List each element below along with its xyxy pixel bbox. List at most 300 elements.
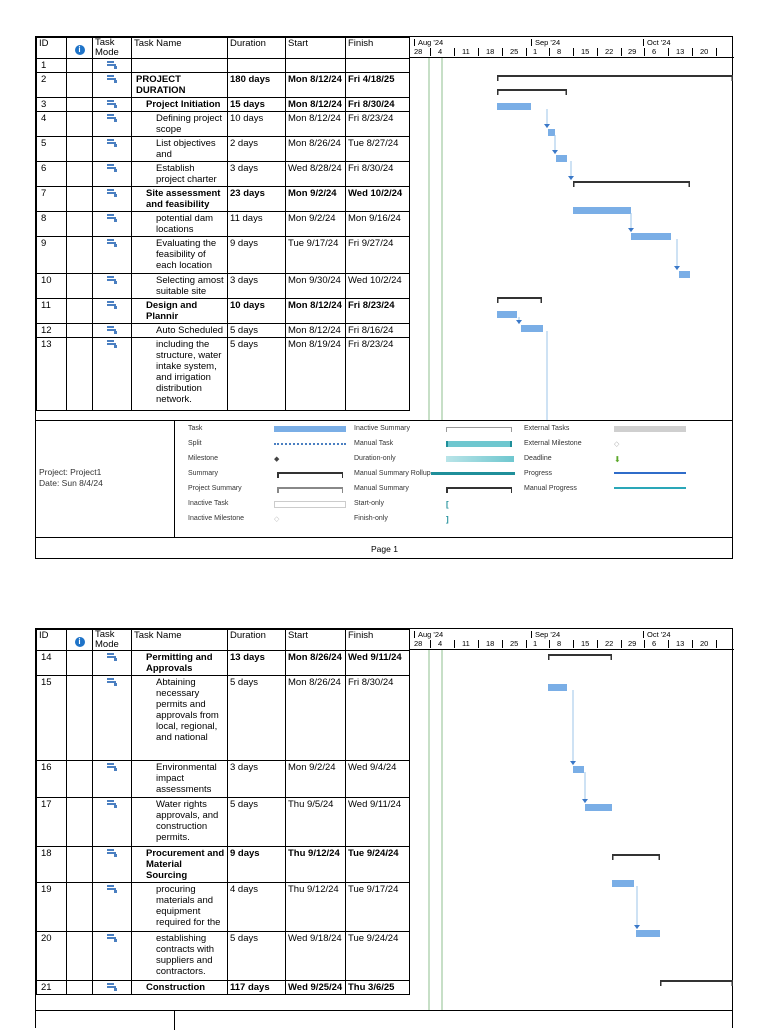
col-finish-header[interactable]: Finish (346, 38, 410, 59)
task-mode-icon (93, 338, 132, 411)
legend-label: Project Summary (188, 485, 242, 492)
col-duration-header[interactable]: Duration (228, 630, 286, 651)
task-start[interactable]: Mon 8/12/24 (286, 73, 346, 98)
task-indicator (67, 798, 93, 847)
timescale-day: 4 (438, 639, 443, 648)
col-id-header[interactable]: ID (37, 38, 67, 59)
task-start[interactable]: Mon 9/2/24 (286, 212, 346, 237)
timescale-month: Sep '24 (535, 38, 561, 47)
task-row[interactable] (37, 237, 410, 274)
task-name[interactable]: Abtaining necessary permits and approvals from local, regional, and national (132, 676, 228, 761)
task-row[interactable] (37, 73, 410, 98)
task-start[interactable]: Mon 9/30/24 (286, 274, 346, 299)
timescale-day: 11 (462, 639, 470, 648)
task-start[interactable]: Mon 9/2/24 (286, 761, 346, 798)
timescale-day: 8 (557, 47, 562, 56)
legend-duration-only-swatch (446, 456, 514, 462)
task-name[interactable]: Establish project charter (132, 162, 228, 187)
task-start[interactable]: Wed 9/18/24 (286, 932, 346, 981)
task-finish[interactable]: Tue 9/24/24 (346, 932, 410, 981)
task-name[interactable]: Permitting and Approvals (132, 651, 228, 676)
task-id: 8 (37, 212, 67, 237)
task-duration[interactable]: 117 days (228, 981, 286, 995)
task-duration[interactable]: 4 days (228, 883, 286, 932)
summary-bar (497, 75, 733, 77)
legend-manual-summary-swatch (446, 487, 512, 489)
task-row[interactable] (37, 98, 410, 112)
summary-cap (732, 980, 734, 986)
task-indicator (67, 274, 93, 299)
task-bar[interactable] (548, 129, 555, 136)
legend-inactive-task-swatch (274, 501, 346, 508)
task-name[interactable]: List objectives and (132, 137, 228, 162)
task-bar[interactable] (585, 804, 612, 811)
task-mode-icon (93, 981, 132, 995)
task-name[interactable]: Selecting amost suitable site (132, 274, 228, 299)
task-mode-icon (93, 137, 132, 162)
date-label: Date: Sun 8/4/24 (39, 478, 103, 488)
task-row[interactable] (37, 798, 410, 847)
task-indicator (67, 676, 93, 761)
task-finish[interactable]: Thu 3/6/25 (346, 981, 410, 995)
task-row[interactable] (37, 299, 410, 324)
task-row[interactable] (37, 162, 410, 187)
timescale-day: 18 (486, 47, 495, 56)
col-id-header[interactable]: ID (37, 630, 67, 651)
summary-cap (497, 75, 499, 81)
task-bar[interactable] (548, 684, 567, 691)
task-row[interactable] (37, 187, 410, 212)
legend-label: Finish-only (354, 515, 388, 522)
page-footer (36, 537, 733, 560)
legend-label: Deadline (524, 455, 552, 462)
legend-label: External Tasks (524, 425, 570, 432)
info-icon[interactable]: i (67, 38, 93, 59)
task-mode-icon (93, 212, 132, 237)
task-indicator (67, 883, 93, 932)
task-finish[interactable] (346, 59, 410, 73)
legend-split-swatch (274, 443, 346, 445)
task-start[interactable]: Mon 8/26/24 (286, 676, 346, 761)
task-mode-icon (93, 932, 132, 981)
summary-cap (548, 654, 550, 660)
summary-bar (497, 89, 567, 91)
table-header-row (37, 630, 410, 651)
gantt-page-1 (35, 36, 733, 559)
legend-manual-progress-swatch (614, 487, 686, 489)
timescale-day: 28 (414, 639, 423, 648)
summary-bar (612, 854, 660, 856)
task-finish[interactable]: Fri 8/30/24 (346, 676, 410, 761)
summary-cap (660, 980, 662, 986)
timescale-day: 22 (605, 639, 614, 648)
col-task-name-header[interactable]: Task Name (132, 38, 228, 59)
task-indicator (67, 338, 93, 411)
task-name[interactable]: Site assessment and feasibility (132, 187, 228, 212)
task-bar[interactable] (497, 103, 531, 110)
task-duration[interactable]: 5 days (228, 932, 286, 981)
task-id: 10 (37, 274, 67, 299)
task-start[interactable]: Mon 8/26/24 (286, 137, 346, 162)
task-duration[interactable]: 11 days (228, 212, 286, 237)
timescale-month: Aug '24 (418, 38, 444, 47)
task-bar[interactable] (497, 311, 517, 318)
timescale-day: 1 (533, 639, 538, 648)
task-duration[interactable]: 15 days (228, 98, 286, 112)
legend-manual-task-swatch (446, 441, 512, 447)
task-id: 3 (37, 98, 67, 112)
task-row[interactable] (37, 338, 410, 411)
timescale-day: 1 (533, 47, 538, 56)
task-duration[interactable]: 2 days (228, 137, 286, 162)
summary-bar (660, 980, 733, 982)
page-number: Page 1 (371, 544, 398, 554)
legend-label: Manual Summary Rollup (354, 470, 431, 477)
task-finish[interactable]: Wed 10/2/24 (346, 187, 410, 212)
legend-label: Inactive Summary (354, 425, 411, 432)
dependency-arrow (552, 150, 558, 154)
task-finish[interactable]: Mon 9/16/24 (346, 212, 410, 237)
legend-label: External Milestone (524, 440, 582, 447)
timescale-day: 15 (581, 47, 590, 56)
dependency-arrow (516, 320, 522, 324)
task-start[interactable]: Tue 9/17/24 (286, 237, 346, 274)
gantt-bars (409, 37, 733, 420)
legend-label: Inactive Task (188, 500, 229, 507)
dependency-arrow (544, 124, 550, 128)
col-start-header[interactable]: Start (286, 38, 346, 59)
summary-cap (573, 181, 575, 187)
task-start[interactable]: Mon 8/26/24 (286, 651, 346, 676)
col-start-header[interactable]: Start (286, 630, 346, 651)
summary-cap (732, 75, 734, 81)
task-row[interactable] (37, 324, 410, 338)
col-duration-header[interactable]: Duration (228, 38, 286, 59)
info-icon[interactable]: i (67, 630, 93, 651)
task-finish[interactable]: Fri 4/18/25 (346, 73, 410, 98)
summary-cap (541, 297, 543, 303)
task-id: 12 (37, 324, 67, 338)
task-name[interactable]: including the structure, water intake system, and irrigation distribution network. (132, 338, 228, 411)
task-name[interactable]: Construction (132, 981, 228, 995)
legend-external-milestone-icon: ◇ (614, 441, 620, 448)
task-mode-icon (93, 847, 132, 883)
summary-cap (612, 854, 614, 860)
task-finish[interactable]: Fri 8/23/24 (346, 299, 410, 324)
task-start[interactable]: Wed 9/25/24 (286, 981, 346, 995)
task-start[interactable]: Mon 8/12/24 (286, 98, 346, 112)
task-id: 2 (37, 73, 67, 98)
col-task-mode-header[interactable]: Task Mode (93, 630, 132, 651)
task-name[interactable]: potential dam locations (132, 212, 228, 237)
summary-cap (497, 297, 499, 303)
task-mode-icon (93, 651, 132, 676)
gantt-chart-area-2 (409, 629, 733, 1010)
legend (36, 420, 733, 538)
task-duration[interactable]: 3 days (228, 162, 286, 187)
legend-project-summary-swatch (277, 487, 343, 489)
legend-start-only-icon: [ (446, 500, 449, 509)
task-indicator (67, 162, 93, 187)
task-row[interactable] (37, 137, 410, 162)
summary-cap (659, 854, 661, 860)
task-id: 21 (37, 981, 67, 995)
task-name[interactable]: Defining project scope (132, 112, 228, 137)
task-finish[interactable]: Wed 9/4/24 (346, 761, 410, 798)
col-task-mode-header[interactable]: Task Mode (93, 38, 132, 59)
dependency-arrow (674, 266, 680, 270)
col-finish-header[interactable]: Finish (346, 630, 410, 651)
task-finish[interactable]: Fri 8/16/24 (346, 324, 410, 338)
summary-cap (566, 89, 568, 95)
task-name[interactable]: Project Initiation (132, 98, 228, 112)
task-finish[interactable]: Tue 9/24/24 (346, 847, 410, 883)
task-duration[interactable]: 5 days (228, 798, 286, 847)
timescale-month: Oct '24 (647, 630, 671, 639)
task-mode-icon (93, 112, 132, 137)
dependency-arrow (568, 176, 574, 180)
task-finish[interactable]: Fri 8/30/24 (346, 162, 410, 187)
timescale-day: 6 (652, 47, 657, 56)
table-header-row (37, 38, 410, 59)
task-indicator (67, 187, 93, 212)
task-mode-icon (93, 274, 132, 299)
task-name[interactable]: Auto Scheduled (132, 324, 228, 338)
task-name[interactable]: Procurement and Material Sourcing (132, 847, 228, 883)
legend-partial (36, 1010, 733, 1030)
task-start[interactable]: Thu 9/12/24 (286, 883, 346, 932)
task-start[interactable]: Thu 9/12/24 (286, 847, 346, 883)
task-name[interactable]: Evaluating the feasibility of each location (132, 237, 228, 274)
task-id: 15 (37, 676, 67, 761)
task-bar[interactable] (573, 207, 631, 214)
task-indicator (67, 212, 93, 237)
summary-bar (497, 297, 542, 299)
task-indicator (67, 112, 93, 137)
summary-bar (548, 654, 612, 656)
gantt-chart-area (409, 37, 733, 420)
legend-progress-swatch (614, 472, 686, 474)
task-row[interactable] (37, 761, 410, 798)
legend-label: Task (188, 425, 203, 432)
task-id: 5 (37, 137, 67, 162)
task-duration[interactable]: 3 days (228, 274, 286, 299)
col-task-name-header[interactable]: Task Name (132, 630, 228, 651)
timescale-day: 4 (438, 47, 443, 56)
task-id: 16 (37, 761, 67, 798)
task-table-2 (36, 629, 410, 995)
task-id: 4 (37, 112, 67, 137)
task-name[interactable]: establishing contracts with suppliers and contractors. (132, 932, 228, 981)
timescale-month: Oct '24 (647, 38, 671, 47)
task-name[interactable]: PROJECT DURATION (132, 73, 228, 98)
task-row[interactable] (37, 847, 410, 883)
dependency-arrow (570, 761, 576, 765)
timescale-day: 25 (510, 639, 519, 648)
task-indicator (67, 299, 93, 324)
task-start[interactable]: Mon 9/2/24 (286, 187, 346, 212)
legend-milestone-icon: ◆ (274, 456, 280, 463)
task-mode-icon (93, 324, 132, 338)
task-bar[interactable] (573, 766, 584, 773)
summary-cap (497, 89, 499, 95)
legend-label: Start-only (354, 500, 384, 507)
task-mode-icon (93, 187, 132, 212)
task-mode-icon (93, 162, 132, 187)
legend-finish-only-icon: ] (446, 515, 449, 524)
legend-inactive-summary-swatch (446, 427, 512, 428)
task-id: 14 (37, 651, 67, 676)
task-finish[interactable]: Tue 9/17/24 (346, 883, 410, 932)
task-start[interactable]: Mon 8/12/24 (286, 324, 346, 338)
timescale-day: 11 (462, 47, 470, 56)
task-duration[interactable]: 13 days (228, 651, 286, 676)
task-indicator (67, 847, 93, 883)
task-name[interactable]: Environmental impact assessments (132, 761, 228, 798)
timescale-day: 18 (486, 639, 495, 648)
task-row[interactable] (37, 212, 410, 237)
legend-summary-swatch (277, 472, 343, 474)
task-row[interactable] (37, 932, 410, 981)
task-mode-icon (93, 676, 132, 761)
task-name[interactable] (132, 59, 228, 73)
task-indicator (67, 324, 93, 338)
timescale-day: 8 (557, 639, 562, 648)
task-duration[interactable]: 23 days (228, 187, 286, 212)
task-start[interactable]: Mon 8/12/24 (286, 112, 346, 137)
legend-label: Milestone (188, 455, 218, 462)
task-duration[interactable]: 180 days (228, 73, 286, 98)
dependency-arrow (628, 228, 634, 232)
task-bar[interactable] (679, 271, 690, 278)
task-id: 6 (37, 162, 67, 187)
task-id: 7 (37, 187, 67, 212)
task-mode-icon (93, 798, 132, 847)
task-indicator (67, 73, 93, 98)
legend-label: Summary (188, 470, 218, 477)
task-start[interactable]: Mon 8/19/24 (286, 338, 346, 411)
dependency-arrow (634, 925, 640, 929)
gantt-bars (409, 629, 733, 1010)
task-duration[interactable]: 9 days (228, 847, 286, 883)
legend-label: Manual Task (354, 440, 394, 447)
project-label: Project: Project1 (39, 467, 102, 477)
task-finish[interactable]: Wed 10/2/24 (346, 274, 410, 299)
task-indicator (67, 761, 93, 798)
summary-bar (573, 181, 690, 183)
summary-cap (689, 181, 691, 187)
task-indicator (67, 651, 93, 676)
task-grid-2 (36, 629, 733, 1010)
timescale-day: 20 (700, 47, 709, 56)
task-duration[interactable]: 10 days (228, 299, 286, 324)
task-finish[interactable]: Fri 8/23/24 (346, 338, 410, 411)
task-bar[interactable] (612, 880, 634, 887)
task-start[interactable] (286, 59, 346, 73)
legend-label: Progress (524, 470, 553, 477)
task-mode-icon (93, 59, 132, 73)
task-row[interactable] (37, 112, 410, 137)
task-table (36, 37, 410, 411)
task-duration[interactable]: 10 days (228, 112, 286, 137)
task-row[interactable] (37, 883, 410, 932)
legend-label: Duration-only (354, 455, 396, 462)
timescale-day: 13 (676, 639, 685, 648)
timescale-day: 6 (652, 639, 657, 648)
task-row[interactable] (37, 59, 410, 73)
task-bar[interactable] (556, 155, 567, 162)
task-indicator (67, 98, 93, 112)
task-finish[interactable]: Wed 9/11/24 (346, 651, 410, 676)
legend-label: Split (188, 440, 202, 447)
task-bar[interactable] (631, 233, 671, 240)
timescale-day: 25 (510, 47, 519, 56)
task-id: 17 (37, 798, 67, 847)
task-mode-icon (93, 73, 132, 98)
legend-external-tasks-swatch (614, 426, 686, 432)
task-id: 19 (37, 883, 67, 932)
task-start[interactable]: Thu 9/5/24 (286, 798, 346, 847)
timescale-month: Sep '24 (535, 630, 561, 639)
task-bar[interactable] (636, 930, 660, 937)
task-mode-icon (93, 299, 132, 324)
task-row[interactable] (37, 651, 410, 676)
legend-divider (174, 421, 175, 538)
gantt-page-2 (35, 628, 733, 1028)
task-row[interactable] (37, 676, 410, 761)
task-name[interactable]: Water rights approvals, and construction permits. (132, 798, 228, 847)
task-start[interactable]: Mon 8/12/24 (286, 299, 346, 324)
task-indicator (67, 137, 93, 162)
task-name[interactable]: procuring materials and equipment required for the (132, 883, 228, 932)
summary-cap (611, 654, 613, 660)
task-duration[interactable]: 3 days (228, 761, 286, 798)
legend-label: Inactive Milestone (188, 515, 245, 522)
task-duration[interactable]: 5 days (228, 324, 286, 338)
timescale-day: 29 (628, 47, 637, 56)
timescale-day: 15 (581, 639, 590, 648)
task-id: 18 (37, 847, 67, 883)
task-start[interactable]: Wed 8/28/24 (286, 162, 346, 187)
timescale-day: 22 (605, 47, 614, 56)
task-finish[interactable]: Fri 8/23/24 (346, 112, 410, 137)
task-grid (36, 37, 733, 420)
task-duration[interactable] (228, 59, 286, 73)
task-id: 11 (37, 299, 67, 324)
legend-inactive-milestone-icon: ◇ (274, 516, 280, 523)
task-duration[interactable]: 5 days (228, 338, 286, 411)
task-id: 9 (37, 237, 67, 274)
task-bar[interactable] (521, 325, 543, 332)
dependency-arrow (582, 799, 588, 803)
task-indicator (67, 237, 93, 274)
task-finish[interactable]: Tue 8/27/24 (346, 137, 410, 162)
task-id: 20 (37, 932, 67, 981)
task-indicator (67, 981, 93, 995)
task-name[interactable]: Design and Plannir (132, 299, 228, 324)
task-id: 1 (37, 59, 67, 73)
task-row[interactable] (37, 274, 410, 299)
task-duration[interactable]: 9 days (228, 237, 286, 274)
task-mode-icon (93, 237, 132, 274)
task-finish[interactable]: Wed 9/11/24 (346, 798, 410, 847)
task-duration[interactable]: 5 days (228, 676, 286, 761)
legend-label: Manual Progress (524, 485, 577, 492)
task-row[interactable] (37, 981, 410, 995)
task-finish[interactable]: Fri 8/30/24 (346, 98, 410, 112)
task-indicator (67, 59, 93, 73)
task-finish[interactable]: Fri 9/27/24 (346, 237, 410, 274)
